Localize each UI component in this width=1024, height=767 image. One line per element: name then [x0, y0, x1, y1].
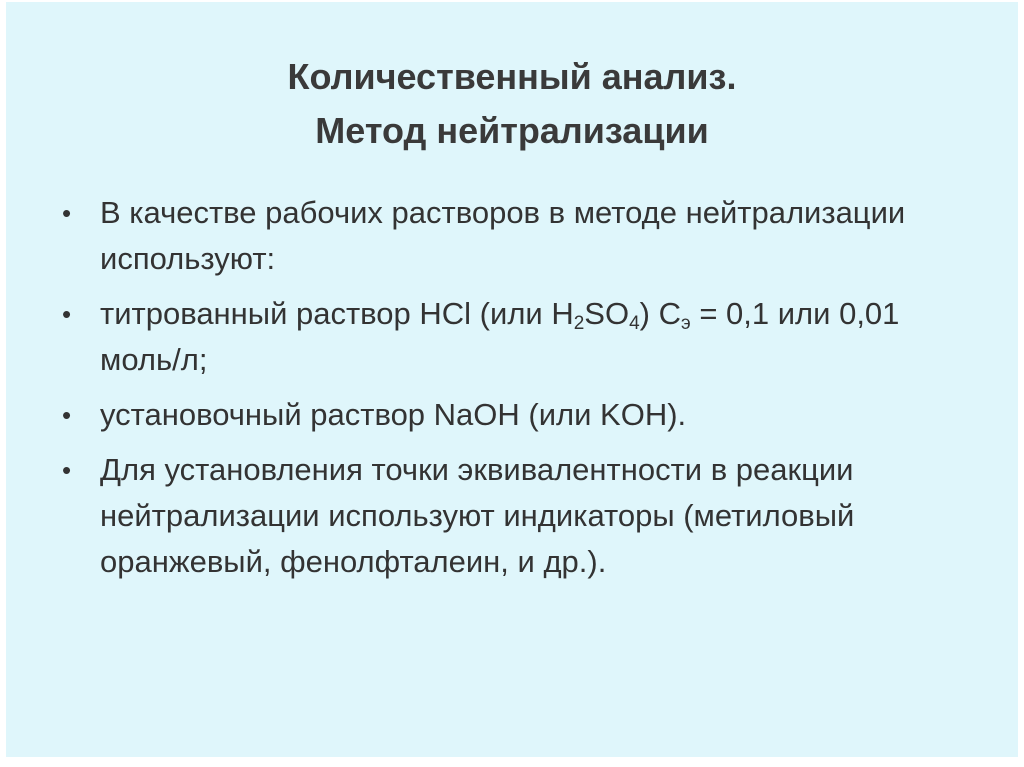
- slide-right-border: [1018, 0, 1024, 767]
- subscript-2: 2: [573, 313, 585, 334]
- bullet-icon: •: [62, 198, 72, 228]
- list-item: [60, 392, 960, 438]
- formula-text-part: SO: [584, 296, 630, 331]
- list-item-text: [100, 296, 899, 377]
- formula-text-part: ) С: [639, 296, 681, 331]
- list-item-text: установочный раствор NaOH (или KOH).: [100, 397, 687, 432]
- list-item: [60, 291, 960, 383]
- formula-text-part: титрованный раствор HCl (или H: [100, 296, 574, 331]
- list-item: [60, 190, 960, 282]
- slide-top-border: [0, 0, 1024, 2]
- formula-text-part: = 0,1 или 0,01 моль/л;: [100, 296, 900, 377]
- list-item: [60, 447, 960, 585]
- slide-bottom-border: [0, 757, 1024, 767]
- bullet-icon: •: [62, 455, 72, 485]
- subscript-4: 4: [629, 313, 640, 334]
- bullet-icon: •: [62, 400, 72, 430]
- bullet-list: [60, 190, 960, 594]
- slide-title: [60, 50, 964, 158]
- subscript-e: э: [681, 313, 691, 334]
- bullet-icon: •: [62, 299, 72, 329]
- slide-title-line-1: Количественный анализ.: [287, 56, 737, 97]
- slide-left-border: [0, 0, 6, 767]
- list-item-text: В качестве рабочих растворов в методе нейтрализации используют:: [100, 195, 906, 276]
- list-item-text: Для установления точки эквивалентности в реакции нейтрализации используют индикаторы (метиловый оранжевый, фенолфталеин, и др.).: [100, 452, 855, 579]
- slide-title-line-2: Метод нейтрализации: [315, 110, 709, 151]
